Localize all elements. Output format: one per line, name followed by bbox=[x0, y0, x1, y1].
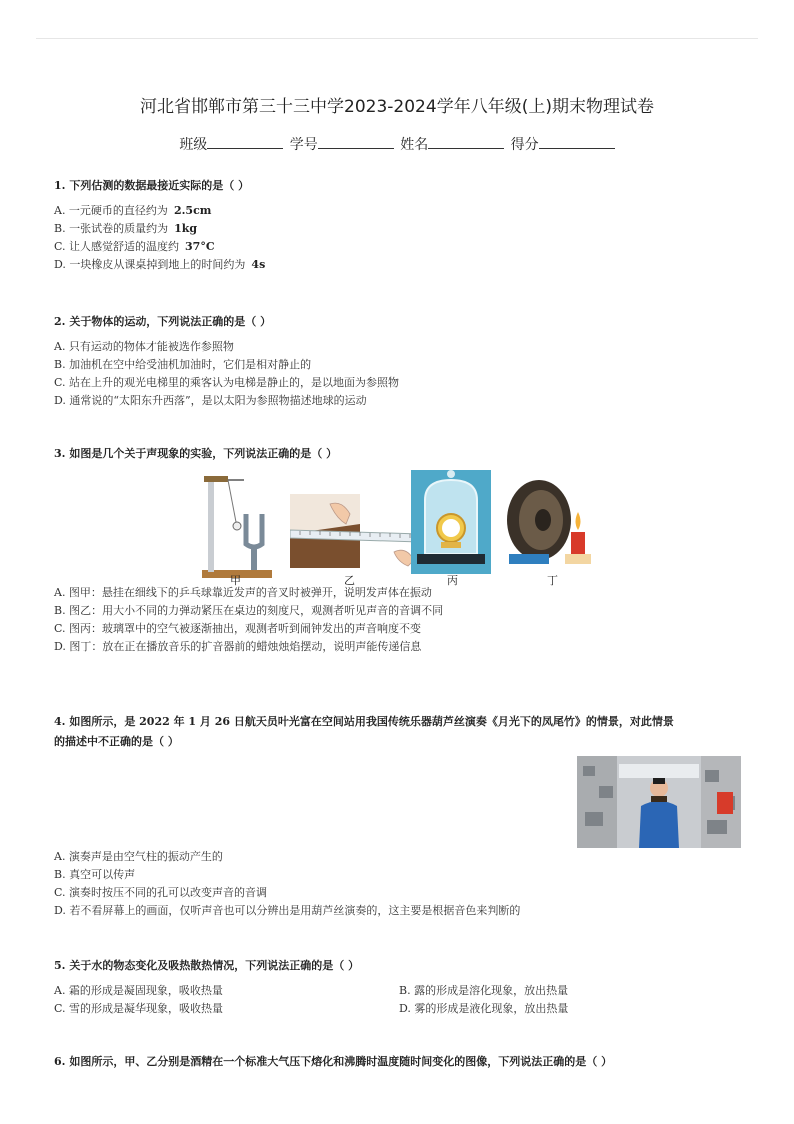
question-4 bbox=[54, 712, 744, 752]
bell-jar-figure bbox=[411, 470, 491, 574]
class-field[interactable]: 班级 bbox=[179, 134, 283, 154]
option-b[interactable]: B. 图乙：用大小不同的力弹动紧压在桌边的刻度尺，观测者听见声音的音调不同 bbox=[54, 604, 444, 617]
question-stem: 2. 关于物体的运动，下列说法正确的是（ ） bbox=[54, 315, 272, 328]
option-a[interactable]: A. 只有运动的物体才能被选作参照物 bbox=[54, 340, 234, 353]
student-info-line bbox=[0, 134, 794, 154]
option-c[interactable]: C. 图丙：玻璃罩中的空气被逐渐抽出，观测者听到闹钟发出的声音响度不变 bbox=[54, 622, 422, 635]
option-b[interactable]: B. 一张试卷的质量约为 1kg bbox=[54, 222, 198, 235]
question-2 bbox=[54, 312, 744, 410]
option-c[interactable]: C. 站在上升的观光电梯里的乘客认为电梯是静止的，是以地面为参照物 bbox=[54, 376, 400, 389]
option-d[interactable]: D. 雾的形成是液化现象，放出热量 bbox=[399, 1002, 569, 1015]
score-field[interactable]: 得分 bbox=[511, 134, 615, 154]
question-6 bbox=[54, 1052, 744, 1072]
option-c[interactable]: C. 雪的形成是凝华现象，吸收热量 bbox=[54, 1002, 224, 1015]
option-a[interactable]: A. 霜的形成是凝固现象，吸收热量 bbox=[54, 984, 223, 997]
name-field[interactable]: 姓名 bbox=[400, 134, 504, 154]
question-3 bbox=[54, 444, 744, 656]
speaker-candle-figure bbox=[499, 472, 599, 572]
option-c[interactable]: C. 让人感觉舒适的温度约 37°C bbox=[54, 240, 215, 253]
option-d[interactable]: D. 通常说的“太阳东升西落”，是以太阳为参照物描述地球的运动 bbox=[54, 394, 367, 407]
option-a[interactable]: A. 图甲：悬挂在细线下的乒乓球靠近发声的音叉时被弹开，说明发声体在振动 bbox=[54, 586, 432, 599]
question-stem: 6. 如图所示，甲、乙分别是酒精在一个标准大气压下熔化和沸腾时温度随时间变化的图像，下列说法正确的是（ ） bbox=[54, 1055, 613, 1068]
question-stem-line2: 的描述中不正确的是（ ） bbox=[54, 735, 179, 748]
option-d[interactable]: D. 若不看屏幕上的画面，仅听声音也可以分辨出是用葫芦丝演奏的，这主要是根据音色来判断的 bbox=[54, 904, 521, 917]
space-station-photo bbox=[577, 756, 741, 848]
question-stem-line1: 4. 如图所示，是 2022 年 1 月 26 日航天员叶光富在空间站用我国传统乐器葫芦丝演奏《月光下的凤尾竹》的情景，对此情景 bbox=[54, 715, 674, 728]
option-b[interactable]: B. 加油机在空中给受油机加油时，它们是相对静止的 bbox=[54, 358, 312, 371]
question-stem: 3. 如图是几个关于声现象的实验，下列说法正确的是（ ） bbox=[54, 447, 338, 460]
ruler-desk-figure bbox=[290, 494, 422, 568]
option-d[interactable]: D. 图丁：放在正在播放音乐的扩音器前的蜡烛烛焰摆动，说明声能传递信息 bbox=[54, 640, 422, 653]
figure-label-yi: 乙 bbox=[344, 574, 355, 587]
option-a[interactable]: A. 一元硬币的直径约为 2.5cm bbox=[54, 204, 212, 217]
figure-label-jia: 甲 bbox=[230, 574, 241, 587]
question-stem: 1. 下列估测的数据最接近实际的是（ ） bbox=[54, 179, 250, 192]
exam-title: 河北省邯郸市第三十三中学2023-2024学年八年级(上)期末物理试卷 bbox=[140, 97, 654, 117]
option-a[interactable]: A. 演奏声是由空气柱的振动产生的 bbox=[54, 850, 223, 863]
sound-experiments-figure bbox=[54, 470, 744, 587]
option-b[interactable]: B. 露的形成是溶化现象，放出热量 bbox=[399, 984, 569, 997]
option-d[interactable]: D. 一块橡皮从课桌掉到地上的时间约为 4s bbox=[54, 258, 266, 271]
option-b[interactable]: B. 真空可以传声 bbox=[54, 868, 136, 881]
student-id-field[interactable]: 学号 bbox=[290, 134, 394, 154]
header-divider bbox=[36, 38, 758, 39]
question-stem: 5. 关于水的物态变化及吸热散热情况，下列说法正确的是（ ） bbox=[54, 959, 360, 972]
figure-label-bing: 丙 bbox=[447, 574, 458, 587]
question-4-options bbox=[54, 848, 744, 920]
tuning-fork-figure bbox=[194, 470, 282, 580]
question-1 bbox=[54, 176, 744, 274]
figure-label-ding: 丁 bbox=[547, 574, 558, 587]
question-5 bbox=[54, 956, 744, 1018]
option-c[interactable]: C. 演奏时按压不同的孔可以改变声音的音调 bbox=[54, 886, 268, 899]
